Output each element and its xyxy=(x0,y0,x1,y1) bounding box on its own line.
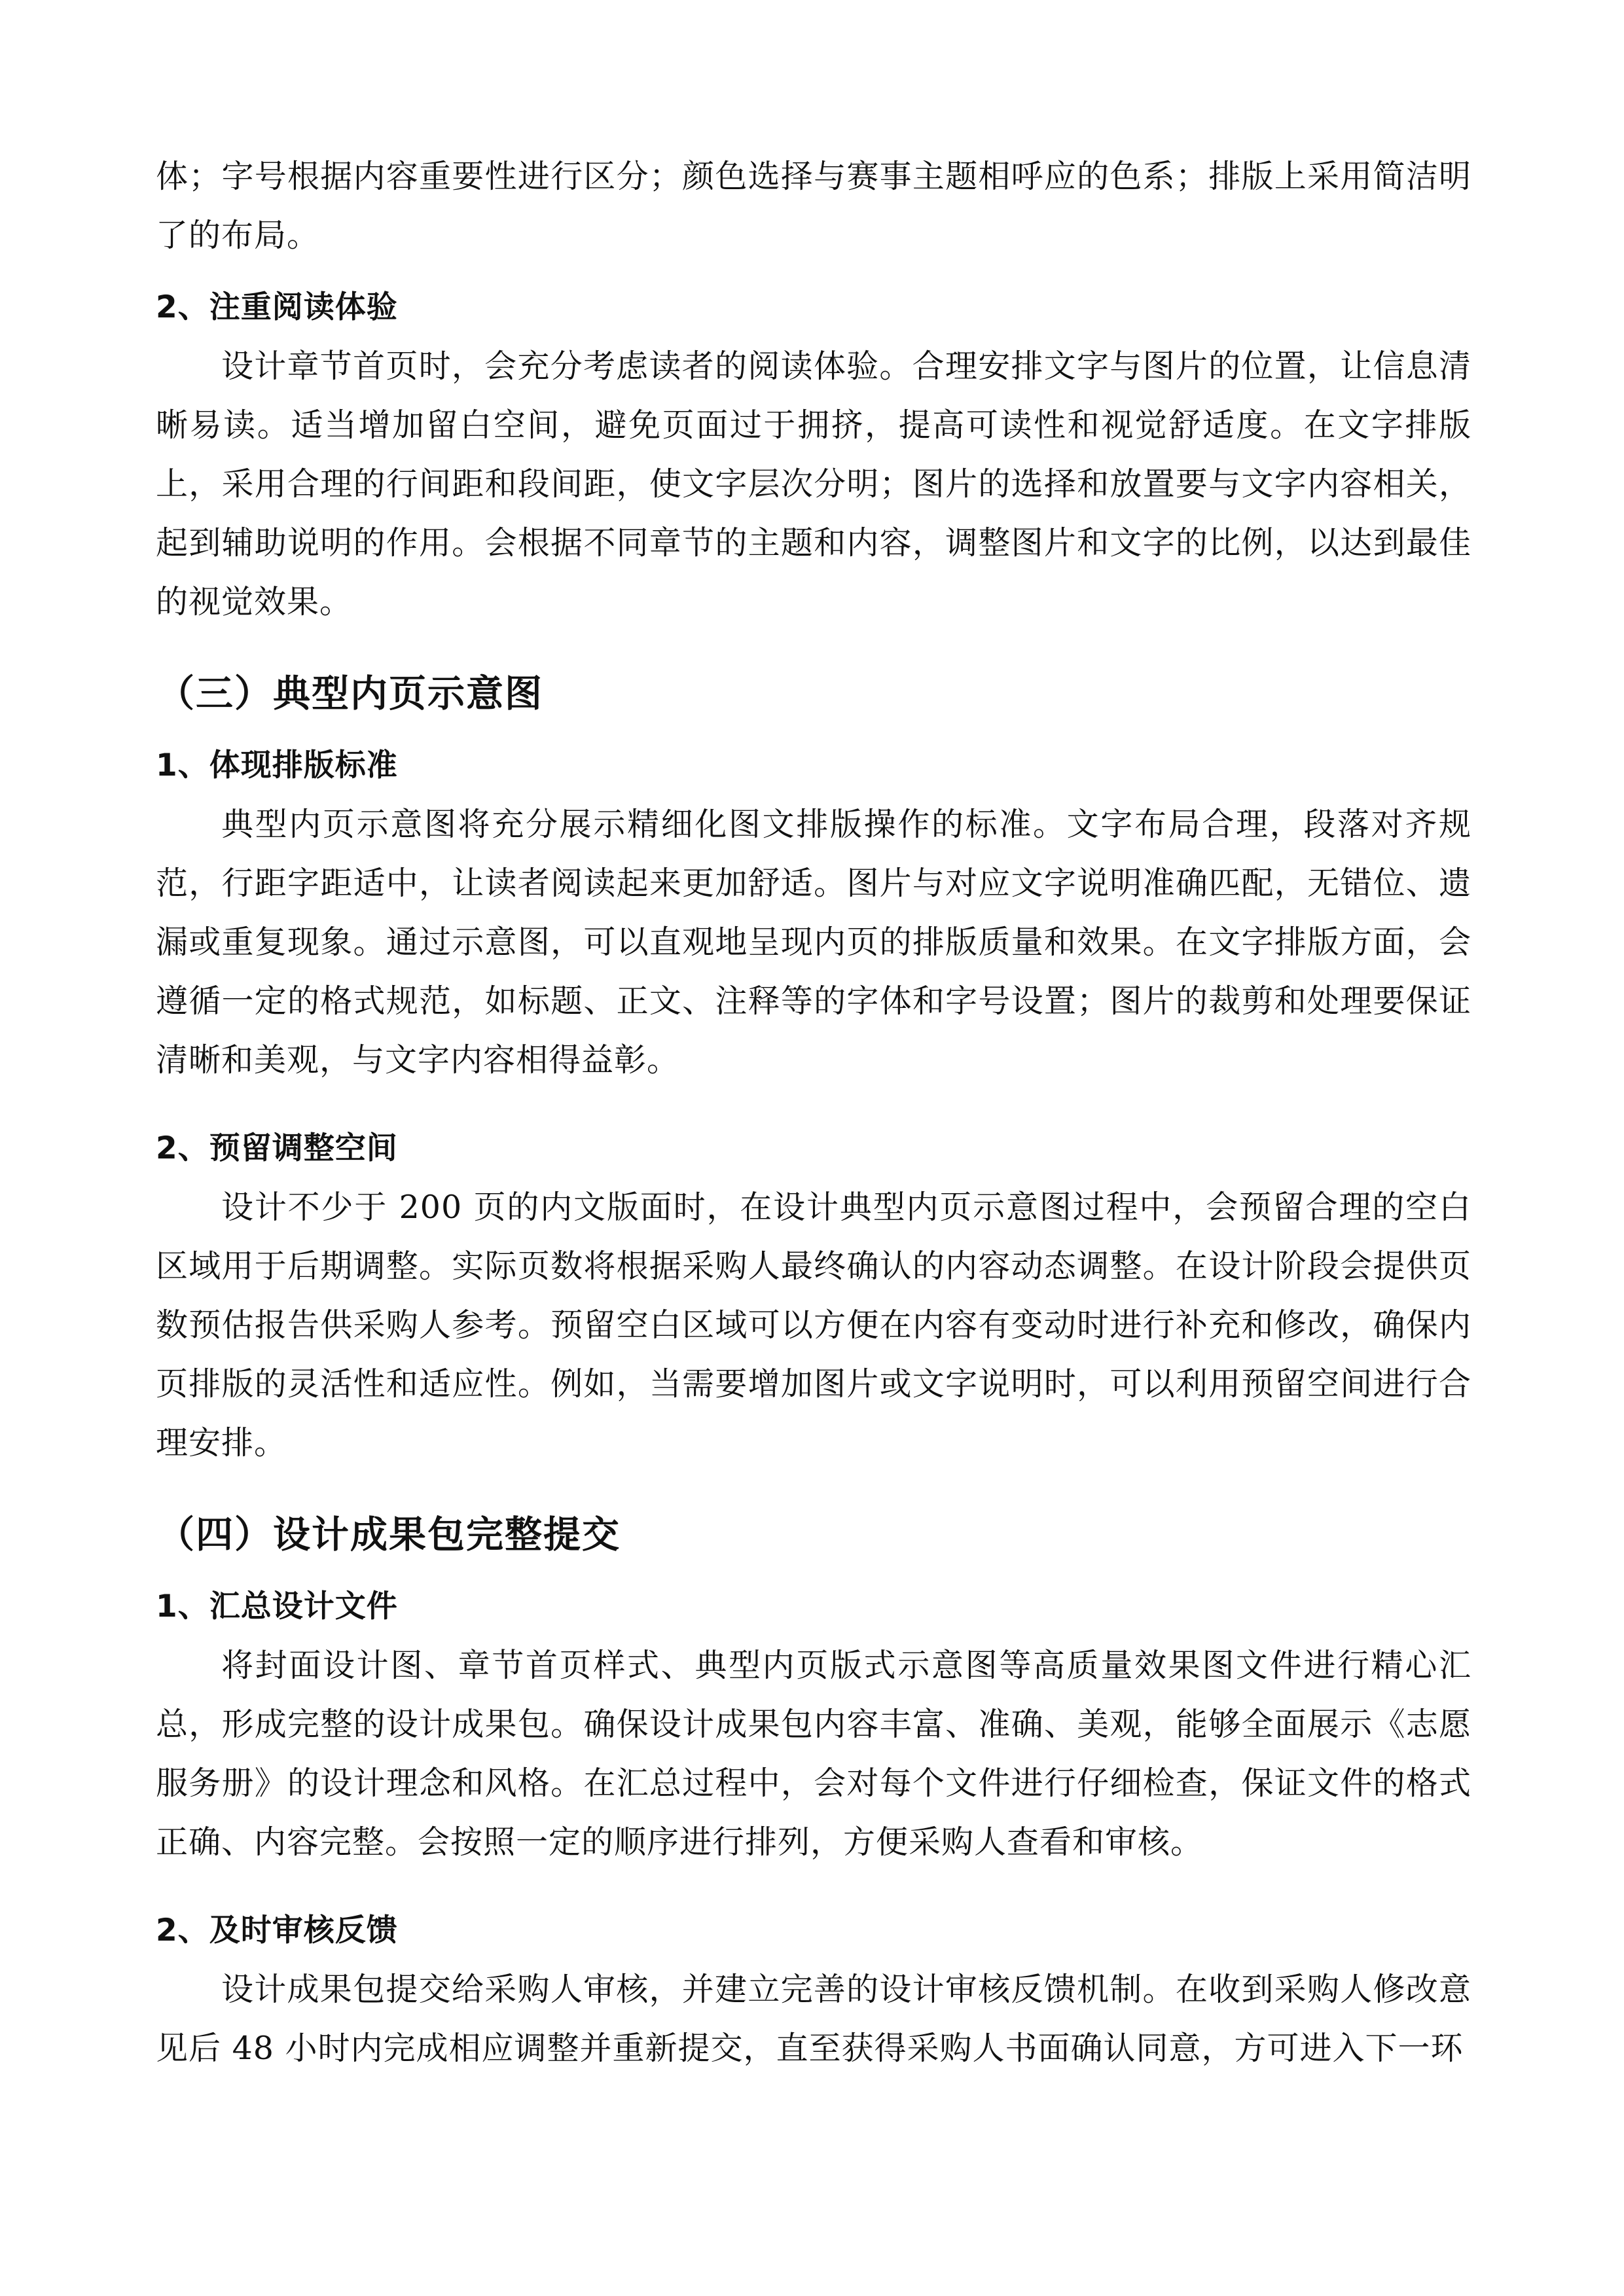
subheading-reserved-space: 2、预留调整空间 xyxy=(156,1130,398,1166)
section-heading-typical-page: （三）典型内页示意图 xyxy=(157,672,543,715)
subheading-review-feedback: 2、及时审核反馈 xyxy=(156,1912,398,1948)
paragraph-reading-experience: 设计章节首页时，会充分考虑读者的阅读体验。合理安排文字与图片的位置，让信息清晰易读。适当增加留白空间，避免页面过于拥挤，提高可读性和视觉舒适度。在文字排版上，采用合理的行间距和段间距，使文字层次分明；图片的选择和放置要与文字内容相关，起到辅助说明的作用。会根据不同章节的主题和内容，调整图片和文字的比例，以达到最佳的视觉效果。 xyxy=(156,348,1471,620)
subheading-layout-standard: 1、体现排版标准 xyxy=(156,747,398,783)
intro-paragraph: 体；字号根据内容重要性进行区分；颜色选择与赛事主题相呼应的色系；排版上采用简洁明了的布局。 xyxy=(156,158,1471,254)
section-heading-deliverables: （四）设计成果包完整提交 xyxy=(157,1513,621,1556)
subheading-reading-experience: 2、注重阅读体验 xyxy=(156,289,398,325)
paragraph-review-feedback: 设计成果包提交给采购人审核，并建立完善的设计审核反馈机制。在收到采购人修改意见后 48 小时内完成相应调整并重新提交，直至获得采购人书面确认同意，方可进入下一环 xyxy=(156,1971,1471,2067)
paragraph-reserved-space: 设计不少于 200 页的内文版面时，在设计典型内页示意图过程中，会预留合理的空白区域用于后期调整。实际页数将根据采购人最终确认的内容动态调整。在设计阶段会提供页数预估报告供采购人参考。预留空白区域可以方便在内容有变动时进行补充和修改，确保内页排版的灵活性和适应性。例如，当需要增加图片或文字说明时，可以利用预留空间进行合理安排。 xyxy=(156,1189,1471,1462)
paragraph-collect-files: 将封面设计图、章节首页样式、典型内页版式示意图等高质量效果图文件进行精心汇总，形成完整的设计成果包。确保设计成果包内容丰富、准确、美观，能够全面展示《志愿服务册》的设计理念和风格。在汇总过程中，会对每个文件进行仔细检查，保证文件的格式正确、内容完整。会按照一定的顺序进行排列，方便采购人查看和审核。 xyxy=(156,1647,1471,1861)
subheading-collect-files: 1、汇总设计文件 xyxy=(156,1588,398,1624)
paragraph-layout-standard: 典型内页示意图将充分展示精细化图文排版操作的标准。文字布局合理，段落对齐规范，行距字距适中，让读者阅读起来更加舒适。图片与对应文字说明准确匹配，无错位、遗漏或重复现象。通过示意图，可以直观地呈现内页的排版质量和效果。在文字排版方面，会遵循一定的格式规范，如标题、正文、注释等的字体和字号设置；图片的裁剪和处理要保证清晰和美观，与文字内容相得益彰。 xyxy=(156,806,1471,1079)
